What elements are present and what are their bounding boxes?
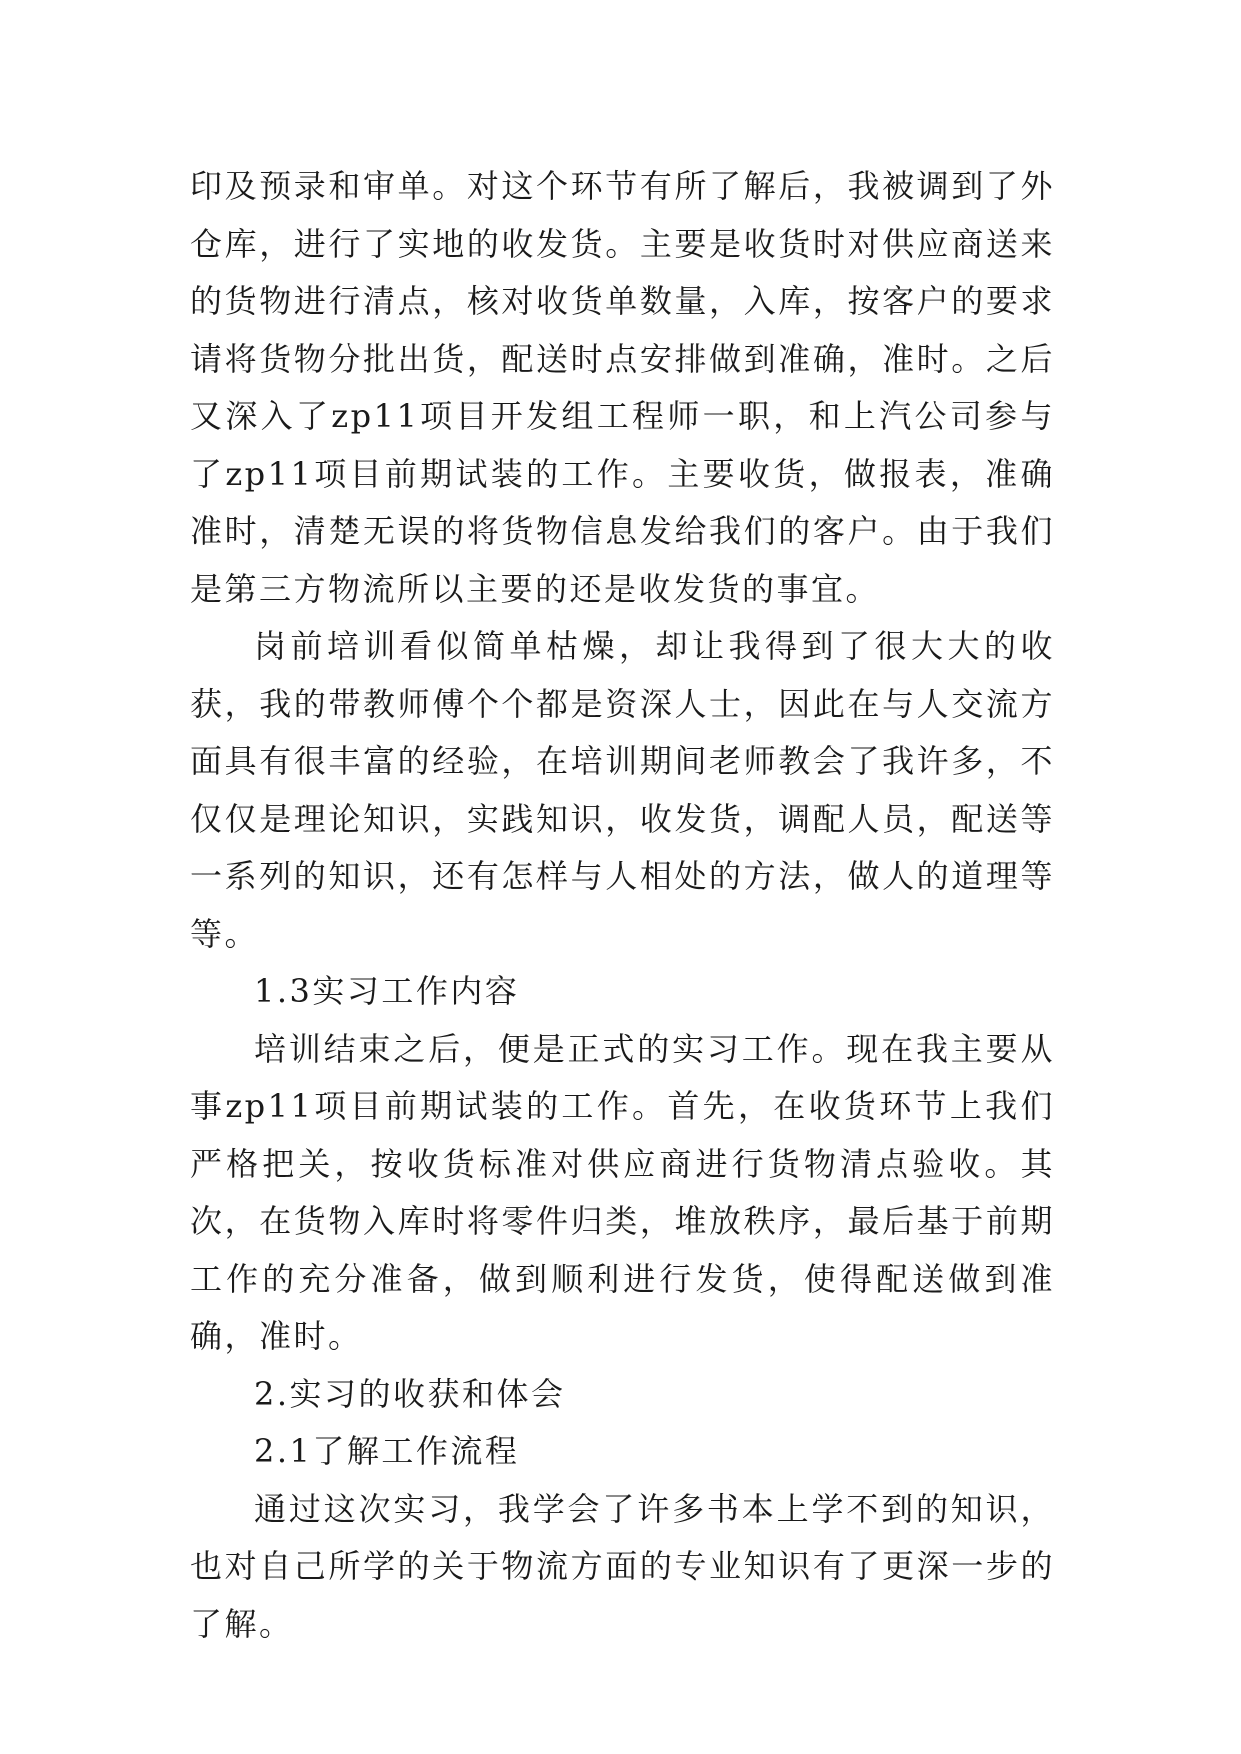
- paragraph-workflow: 通过这次实习，我学会了许多书本上学不到的知识，也对自己所学的关于物流方面的专业知识有了更深一步的了解。: [190, 1489, 1055, 1643]
- paragraph-work-content: 培训结束之后，便是正式的实习工作。现在我主要从事zp11项目前期试装的工作。首先，在收货环节上我们严格把关，按收货标准对供应商进行货物清点验收。其次，在货物入库时将零件归类，堆放秩序，最后基于前期工作的充分准备，做到顺利进行发货，使得配送做到准确，准时。: [190, 1029, 1055, 1355]
- paragraph-continuation: 印及预录和审单。对这个环节有所了解后，我被调到了外仓库，进行了实地的收发货。主要是收货时对供应商送来的货物进行清点，核对收货单数量，入库，按客户的要求请将货物分批出货，配送时点安排做到准确，准时。之后又深入了zp11项目开发组工程师一职，和上汽公司参与了zp11项目前期试装的工作。主要收货，做报表，准确准时，清楚无误的将货物信息发给我们的客户。由于我们是第三方物流所以主要的还是收发货的事宜。: [190, 167, 1055, 608]
- section-heading-2-1: 2.1了解工作流程: [254, 1432, 520, 1470]
- paragraph-training: 岗前培训看似简单枯燥，却让我得到了很大大的收获，我的带教师傅个个都是资深人士，因此在与人交流方面具有很丰富的经验，在培训期间老师教会了我许多，不仅仅是理论知识，实践知识，收发货，调配人员，配送等一系列的知识，还有怎样与人相处的方法，做人的道理等等。: [190, 627, 1055, 953]
- section-heading-1-3: 1.3实习工作内容: [254, 972, 520, 1010]
- section-heading-2: 2.实习的收获和体会: [254, 1374, 566, 1413]
- document-body: [190, 158, 1055, 1653]
